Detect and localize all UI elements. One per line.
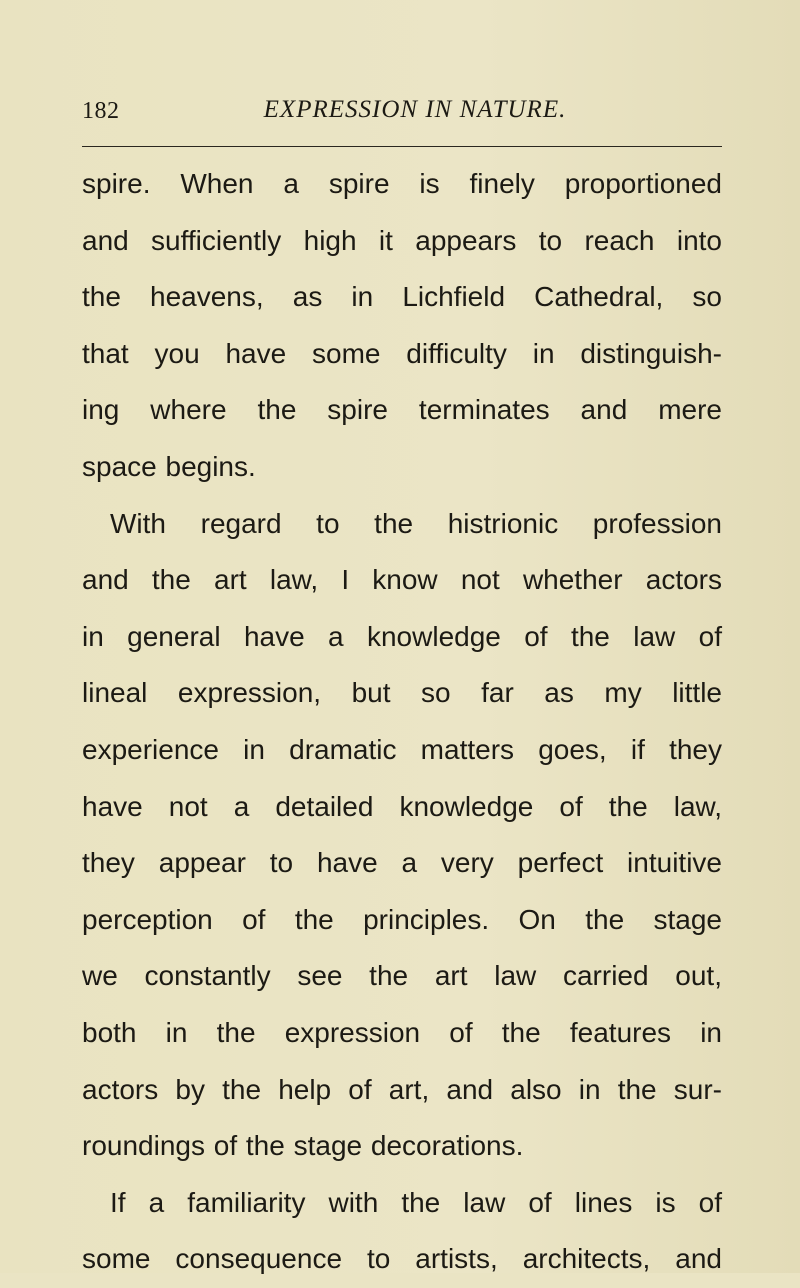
text-line: ing where the spire terminates and mere bbox=[82, 394, 722, 426]
text-line: If a familiarity with the law of lines is of bbox=[110, 1186, 722, 1218]
text-line: some consequence to artists, architects, and bbox=[82, 1243, 722, 1275]
page-number: 182 bbox=[82, 98, 120, 124]
text-line: With regard to the histrionic profession bbox=[110, 507, 722, 539]
body-text bbox=[82, 156, 722, 1288]
text-line: they appear to have a very perfect intuitive bbox=[82, 847, 722, 879]
text-line: and the art law, I know not whether actors bbox=[82, 564, 722, 596]
text-line: lineal expression, but so far as my little bbox=[82, 677, 722, 709]
text-line: space begins. bbox=[82, 450, 256, 482]
text-line: have not a detailed knowledge of the law, bbox=[82, 790, 722, 822]
text-line: that you have some difficulty in distinguish- bbox=[82, 337, 722, 369]
text-line: spire. When a spire is finely proportioned bbox=[82, 168, 722, 199]
text-line: we constantly see the art law carried out, bbox=[82, 960, 722, 992]
header-rule bbox=[82, 146, 722, 147]
running-head: EXPRESSION IN NATURE. bbox=[263, 96, 567, 123]
text-line: actors by the help of art, and also in the sur- bbox=[82, 1073, 722, 1105]
text-line: roundings of the stage decorations. bbox=[82, 1130, 524, 1162]
text-line: both in the expression of the features in bbox=[82, 1016, 722, 1048]
text-line: and sufficiently high it appears to reach into bbox=[82, 224, 722, 256]
text-line: perception of the principles. On the stage bbox=[82, 903, 722, 935]
text-line: experience in dramatic matters goes, if they bbox=[82, 733, 722, 765]
text-line: in general have a knowledge of the law of bbox=[82, 620, 722, 652]
text-line: the heavens, as in Lichfield Cathedral, so bbox=[82, 281, 722, 313]
page-header bbox=[80, 92, 720, 132]
